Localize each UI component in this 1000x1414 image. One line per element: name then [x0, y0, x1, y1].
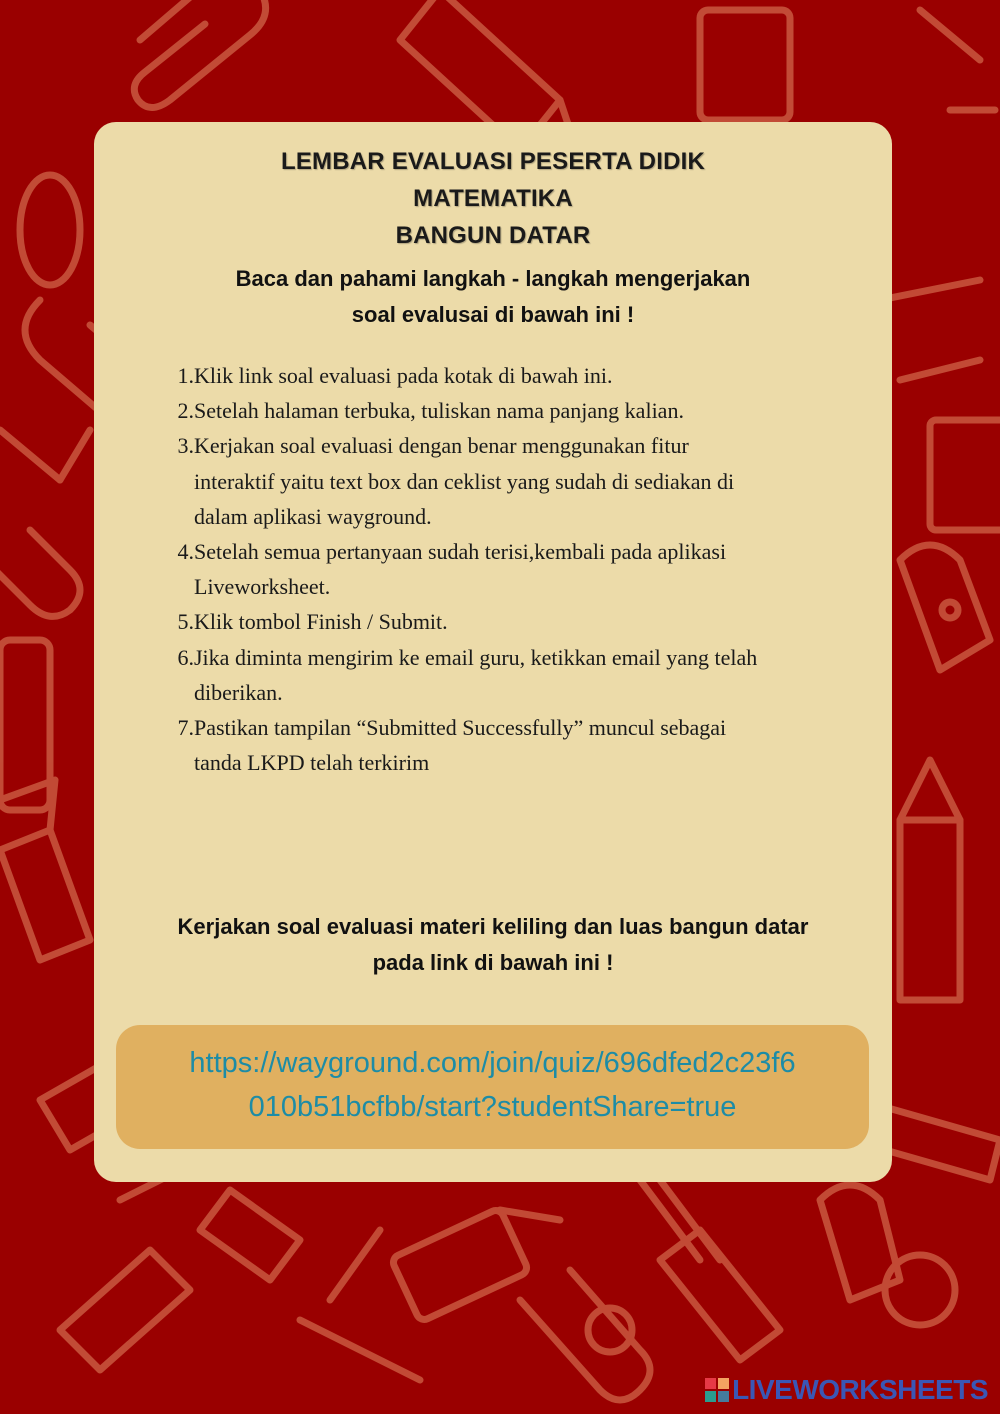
- step-item: [168, 604, 848, 639]
- quiz-link-box[interactable]: [116, 1025, 869, 1149]
- step-text: [194, 710, 726, 780]
- page-title-line-1: LEMBAR EVALUASI PESERTA DIDIK: [280, 148, 706, 175]
- step-number: 4.: [177, 539, 194, 565]
- step-number: 3.: [177, 433, 194, 459]
- quiz-link-line-2[interactable]: 010b51bcfbb/start?studentShare=true: [248, 1091, 737, 1123]
- step-number: 6.: [177, 644, 194, 670]
- step-item: [168, 428, 848, 534]
- step-number: 2.: [177, 398, 194, 424]
- steps-list: [168, 358, 848, 780]
- step-text-line: Klik link soal evaluasi pada kotak di bawah ini.: [194, 363, 613, 388]
- step-number: 1.: [177, 363, 194, 388]
- step-text-line: tanda LKPD telah terkirim: [194, 750, 430, 776]
- evaluation-card: [94, 122, 892, 1182]
- step-text: [194, 428, 734, 534]
- step-text-line: Setelah semua pertanyaan sudah terisi,kembali pada aplikasi: [194, 539, 727, 565]
- step-number: 7.: [177, 715, 194, 741]
- instruction-line-1: Kerjakan soal evaluasi materi keliling dan luas bangun datar: [177, 914, 809, 939]
- step-text-line: Liveworksheet.: [194, 574, 331, 600]
- step-text-line: Jika diminta mengirim ke email guru, ketikkan email yang telah: [194, 644, 758, 670]
- step-item: [168, 534, 848, 604]
- page-title-line-2: MATEMATIKA: [413, 185, 573, 212]
- quiz-link-line-1[interactable]: https://wayground.com/join/quiz/696dfed2c23f6: [189, 1047, 796, 1079]
- step-text: [194, 640, 757, 710]
- step-text: [194, 604, 448, 639]
- page-title-line-3: BANGUN DATAR: [395, 222, 591, 249]
- liveworksheets-logo-text: LIVEWORKSHEETS: [732, 1374, 988, 1405]
- step-number: 5.: [177, 609, 194, 635]
- step-text-line: interaktif yaitu text box dan ceklist yang sudah di sediakan di: [194, 468, 735, 494]
- step-text-line: dalam aplikasi wayground.: [194, 503, 432, 529]
- step-item: [168, 393, 848, 428]
- liveworksheets-logo: [705, 1374, 988, 1406]
- step-text: [194, 393, 684, 428]
- subtitle-line-1: Baca dan pahami langkah - langkah mengerjakan: [235, 266, 751, 291]
- instruction-line-2: pada link di bawah ini !: [372, 950, 614, 975]
- step-text-line: Setelah halaman terbuka, tuliskan nama panjang kalian.: [194, 398, 684, 424]
- step-item: [168, 710, 848, 780]
- step-text: [194, 534, 726, 604]
- step-item: [168, 640, 848, 710]
- liveworksheets-logo-icon: [705, 1378, 729, 1402]
- step-text-line: Pastikan tampilan “Submitted Successfully” muncul sebagai: [194, 715, 727, 741]
- step-text-line: Klik tombol Finish / Submit.: [194, 609, 448, 635]
- step-text-line: Kerjakan soal evaluasi dengan benar menggunakan fitur: [194, 433, 689, 459]
- step-text-line: diberikan.: [194, 679, 283, 705]
- step-text: [194, 358, 613, 393]
- subtitle-line-2: soal evalusai di bawah ini !: [351, 302, 635, 327]
- step-item: [168, 358, 848, 393]
